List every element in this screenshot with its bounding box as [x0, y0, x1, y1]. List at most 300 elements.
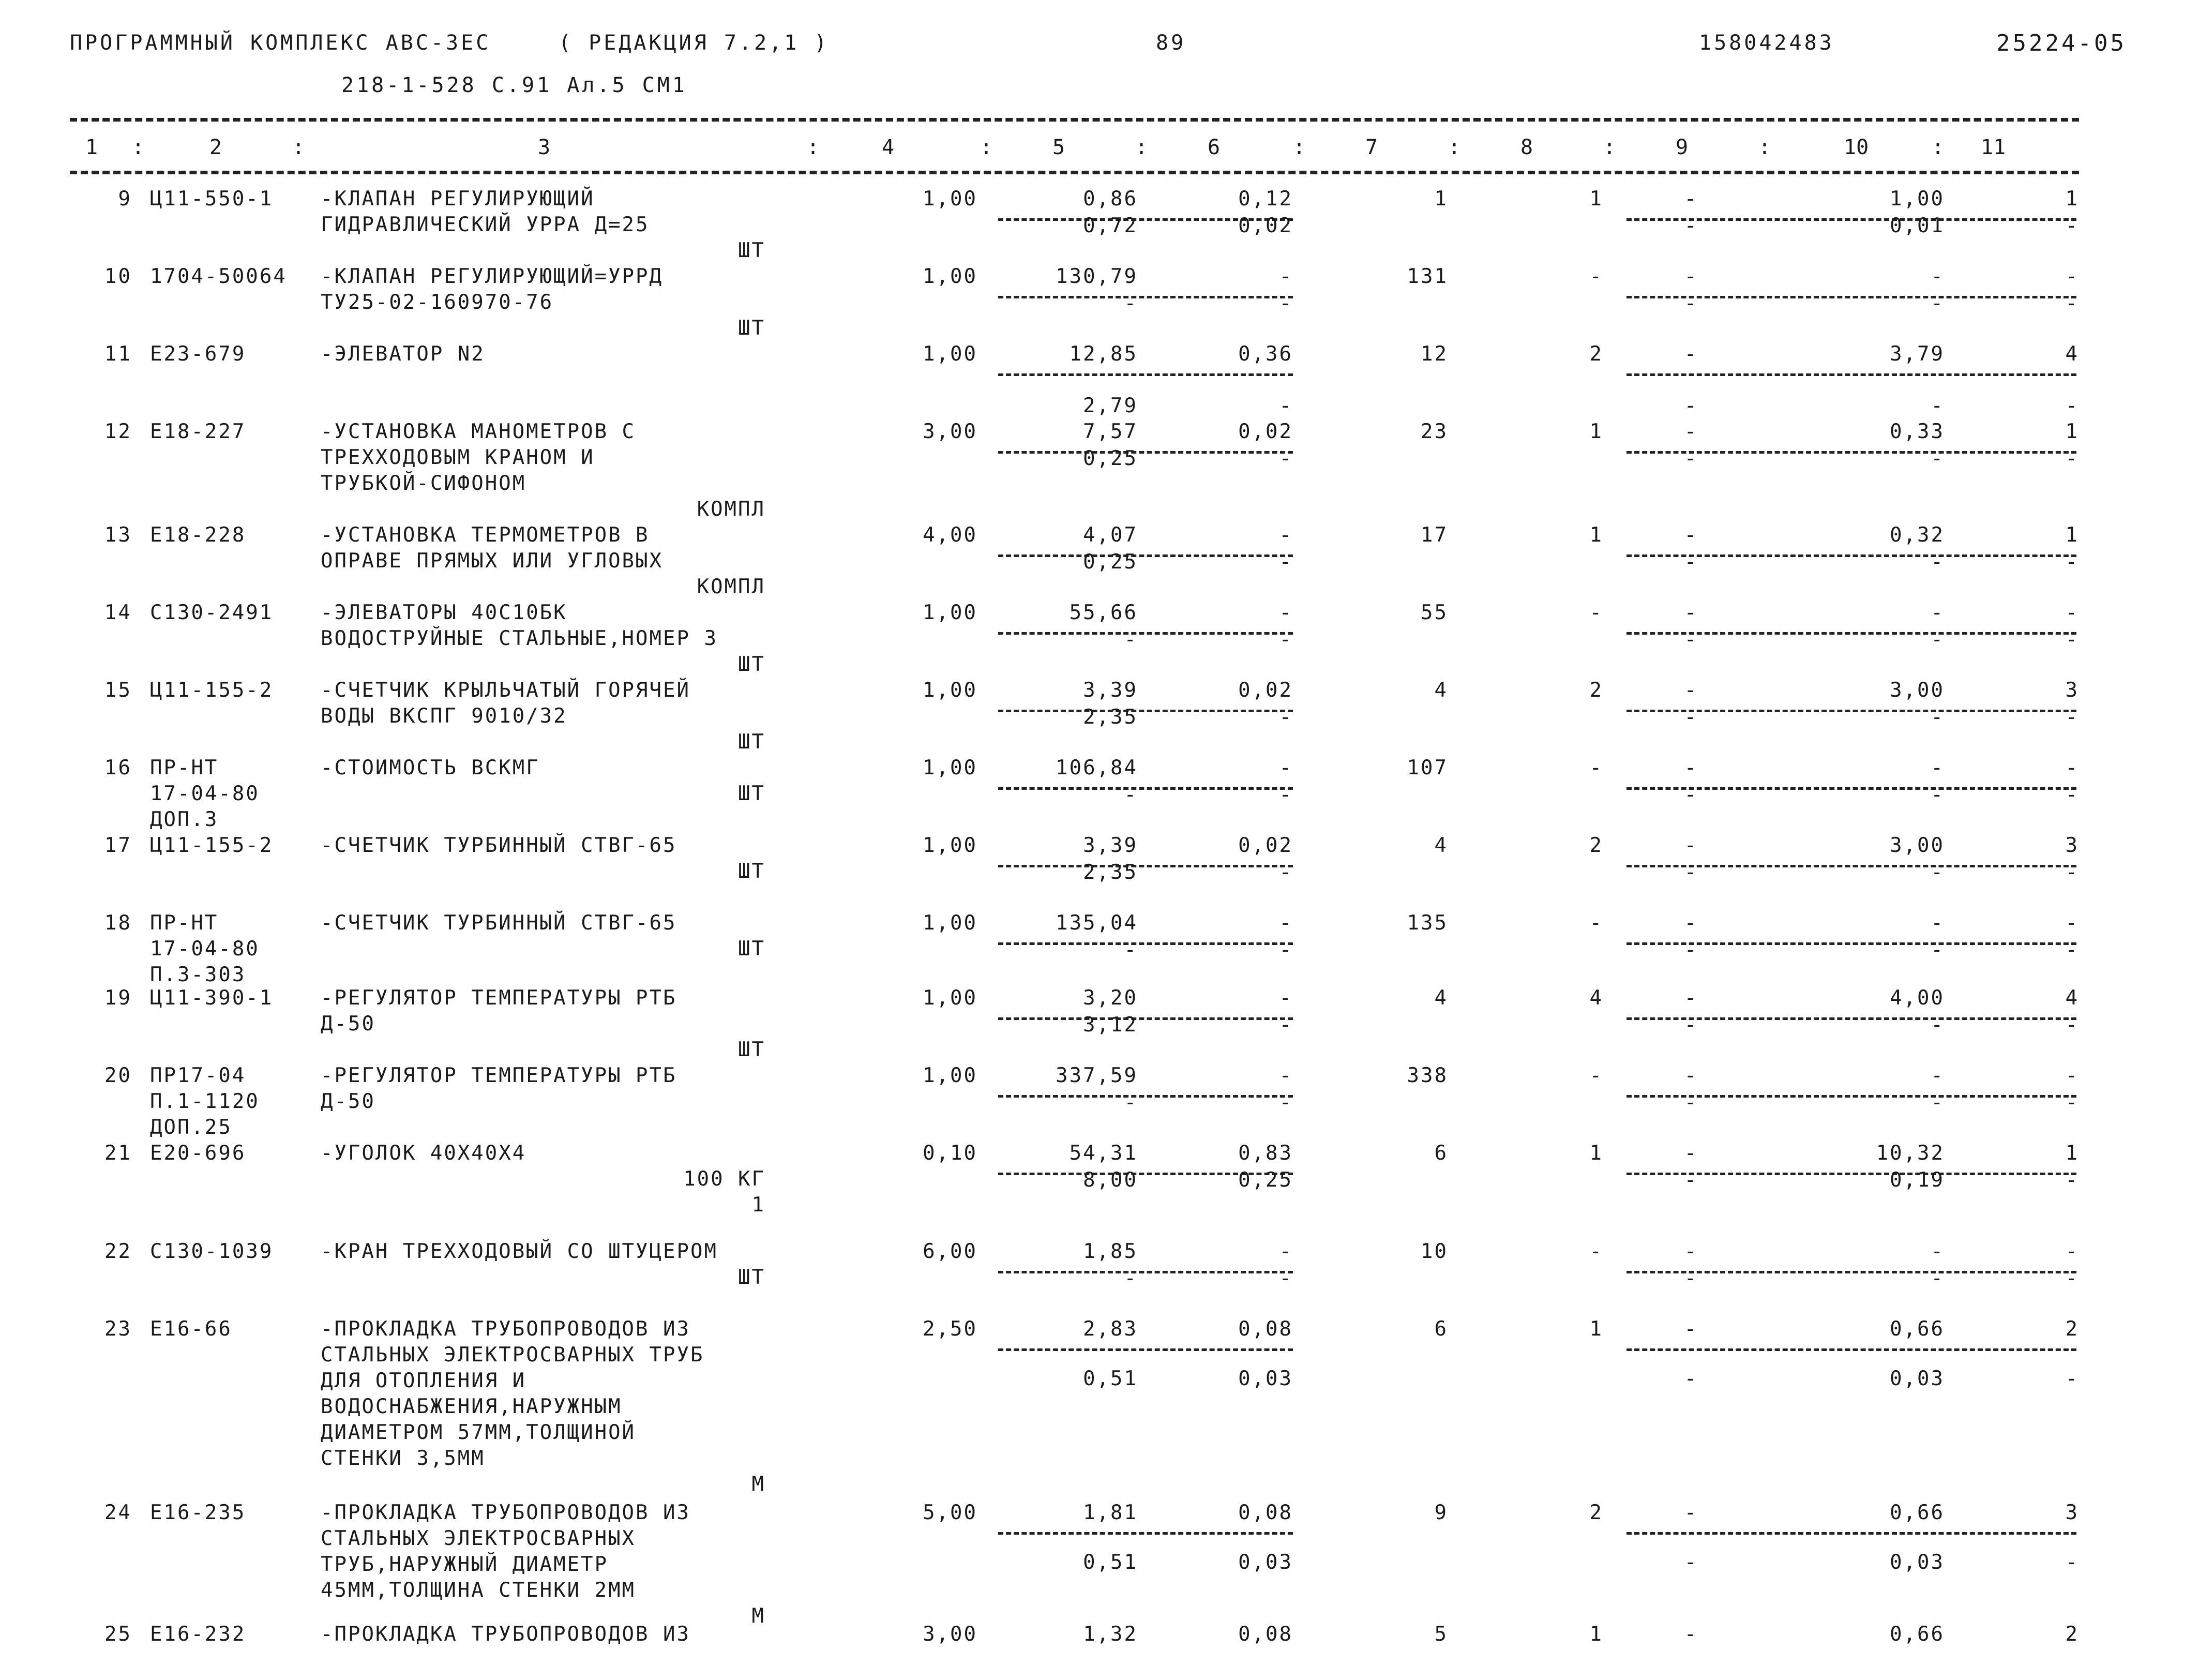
unit-wage: -: [1279, 523, 1293, 547]
unit-label: ШТ: [738, 317, 765, 340]
quantity: 3,00: [923, 420, 977, 443]
column-header-8: 8: [1520, 136, 1533, 159]
unit-cost-sub: 8,00: [1083, 1168, 1138, 1192]
row-number: 17: [104, 834, 132, 857]
unit-wage: -: [1279, 756, 1293, 779]
labor-unit-sub: 0,01: [1890, 214, 1945, 237]
unit-wage: -: [1279, 911, 1293, 935]
total-wage: 1: [1589, 1623, 1603, 1646]
total-wage: 2: [1589, 679, 1603, 702]
resource-name: СТАЛЬНЫХ ЭЛЕКТРОСВАРНЫХ: [321, 1527, 636, 1550]
labor-unit: 0,32: [1890, 523, 1945, 547]
labor-total: 3: [2065, 834, 2079, 857]
labor-unit: -: [1931, 911, 1945, 935]
resource-name: ДЛЯ ОТОПЛЕНИЯ И: [321, 1369, 526, 1392]
machine-cost-sub: -: [1684, 1267, 1698, 1290]
total-cost: 17: [1421, 523, 1448, 547]
labor-total: -: [2065, 756, 2079, 779]
column-header-1: 1: [85, 136, 98, 159]
resource-name: -КЛАПАН РЕГУЛИРУЮЩИЙ: [321, 187, 595, 211]
top-rule: [70, 118, 2079, 122]
resource-code: Е16-66: [150, 1317, 232, 1341]
labor-total: 1: [2065, 523, 2079, 547]
resource-name: Д-50: [321, 1090, 375, 1113]
resource-code: Е20-696: [150, 1142, 246, 1165]
row-number: 20: [104, 1064, 132, 1087]
column-header-11: 11: [1981, 136, 2006, 159]
resource-name: -СТОИМОСТЬ ВСКМГ: [321, 756, 540, 779]
quantity: 1,00: [923, 756, 977, 779]
machine-cost: -: [1684, 834, 1698, 857]
total-cost: 12: [1421, 342, 1448, 366]
unit-cost: 2,83: [1083, 1317, 1138, 1341]
total-cost: 6: [1434, 1142, 1448, 1165]
resource-name: -СЧЕТЧИК КРЫЛЬЧАТЫЙ ГОРЯЧЕЙ: [321, 679, 690, 702]
resource-name: ДИАМЕТРОМ 57ММ,ТОЛЩИНОЙ: [321, 1421, 636, 1444]
labor-unit: 10,32: [1876, 1142, 1945, 1165]
machine-cost: -: [1684, 601, 1698, 624]
total-wage: -: [1589, 1240, 1603, 1263]
row-number: 11: [104, 342, 132, 366]
unit-label: ШТ: [738, 860, 765, 883]
labor-unit-sub: -: [1931, 938, 1945, 962]
labor-unit-sub: -: [1931, 550, 1945, 574]
total-wage: -: [1589, 265, 1603, 288]
labor-total: 3: [2065, 1501, 2079, 1524]
unit-wage: -: [1279, 1064, 1293, 1087]
quantity: 1,00: [923, 1064, 977, 1087]
total-cost: 135: [1407, 911, 1448, 935]
resource-name: ТУ25-02-160970-76: [321, 291, 554, 314]
machine-cost-sub: -: [1684, 861, 1698, 884]
unit-label: ШТ: [738, 1038, 765, 1061]
resource-name: -ЭЛЕВАТОРЫ 40С10БК: [321, 601, 567, 624]
resource-name: ОПРАВЕ ПРЯМЫХ ИЛИ УГЛОВЫХ: [321, 549, 663, 573]
quantity: 6,00: [923, 1240, 977, 1263]
unit-label: ШТ: [738, 937, 765, 961]
unit-cost-sub: 0,72: [1083, 214, 1138, 237]
labor-total-sub: -: [2065, 861, 2079, 884]
column-header-6: 6: [1208, 136, 1221, 159]
labor-total: -: [2065, 265, 2079, 288]
unit-wage: -: [1279, 265, 1293, 288]
document-subtitle: 218-1-528 С.91 Ал.5 СМ1: [341, 73, 687, 97]
header-rule: [70, 171, 2079, 174]
resource-name: ТРУБКОЙ-СИФОНОМ: [321, 472, 526, 495]
unit-cost: 3,39: [1083, 834, 1138, 857]
machine-cost: -: [1684, 187, 1698, 211]
resource-name: -ЭЛЕВАТОР N2: [321, 342, 485, 366]
total-cost: 1: [1434, 187, 1448, 211]
unit-wage-sub: -: [1279, 1013, 1293, 1037]
quantity: 1,00: [923, 911, 977, 935]
subtotal-dash-line: [1626, 373, 2076, 376]
labor-unit: 1,00: [1890, 187, 1945, 211]
row-number: 24: [104, 1501, 132, 1524]
row-number: 25: [104, 1623, 132, 1646]
labor-total-sub: -: [2065, 394, 2079, 417]
unit-wage-sub: -: [1279, 292, 1293, 315]
resource-code: Ц11-155-2: [150, 834, 274, 857]
unit-cost: 1,85: [1083, 1240, 1138, 1263]
resource-name: -КРАН ТРЕХХОДОВЫЙ СО ШТУЦЕРОМ: [321, 1240, 718, 1263]
column-header-9: 9: [1676, 136, 1689, 159]
machine-cost: -: [1684, 342, 1698, 366]
unit-cost-sub: 0,25: [1083, 550, 1138, 574]
row-number: 23: [104, 1317, 132, 1341]
unit-wage-sub: 0,25: [1238, 1168, 1293, 1192]
machine-cost-sub: -: [1684, 1091, 1698, 1114]
quantity: 5,00: [923, 1501, 977, 1524]
quantity: 1,00: [923, 342, 977, 366]
labor-unit: -: [1931, 265, 1945, 288]
unit-wage: 0,02: [1238, 679, 1293, 702]
labor-total-sub: -: [2065, 938, 2079, 962]
total-wage: 1: [1589, 1142, 1603, 1165]
unit-wage: 0,02: [1238, 834, 1293, 857]
resource-code: 17-04-80: [150, 782, 260, 805]
row-number: 10: [104, 265, 132, 288]
labor-unit-sub: -: [1931, 1091, 1945, 1114]
unit-wage: 0,08: [1238, 1501, 1293, 1524]
unit-cost-sub: -: [1124, 1267, 1138, 1290]
unit-cost-sub: -: [1124, 628, 1138, 651]
labor-unit: 0,66: [1890, 1501, 1945, 1524]
unit-cost: 0,86: [1083, 187, 1138, 211]
resource-name: -СЧЕТЧИК ТУРБИННЫЙ СТВГ-65: [321, 911, 677, 935]
unit-wage-sub: -: [1279, 1091, 1293, 1114]
resource-code: ДОП.25: [150, 1116, 232, 1139]
quantity: 1,00: [923, 679, 977, 702]
machine-cost-sub: -: [1684, 214, 1698, 237]
resource-code: Ц11-390-1: [150, 986, 274, 1010]
unit-wage-sub: -: [1279, 938, 1293, 962]
labor-total-sub: -: [2065, 1367, 2079, 1390]
resource-name: -РЕГУЛЯТОР ТЕМПЕРАТУРЫ РТБ: [321, 986, 677, 1010]
unit-wage-sub: 0,02: [1238, 214, 1293, 237]
labor-total: -: [2065, 601, 2079, 624]
labor-total-sub: -: [2065, 1013, 2079, 1037]
row-number: 19: [104, 986, 132, 1010]
machine-cost: -: [1684, 265, 1698, 288]
unit-wage: -: [1279, 601, 1293, 624]
machine-cost-sub: -: [1684, 1013, 1698, 1037]
machine-cost-sub: -: [1684, 1551, 1698, 1574]
row-number: 16: [104, 756, 132, 779]
column-header-4: 4: [882, 136, 895, 159]
quantity: 1,00: [923, 601, 977, 624]
unit-cost-sub: 0,51: [1083, 1367, 1138, 1390]
unit-wage: 0,12: [1238, 187, 1293, 211]
labor-unit: 4,00: [1890, 986, 1945, 1010]
resource-name: -КЛАПАН РЕГУЛИРУЮЩИЙ=УРРД: [321, 265, 663, 288]
labor-unit-sub: -: [1931, 292, 1945, 315]
row-number: 21: [104, 1142, 132, 1165]
machine-cost-sub: -: [1684, 1367, 1698, 1390]
unit-cost-sub: 2,79: [1083, 394, 1138, 417]
unit-label: КОМПЛ: [697, 498, 765, 521]
resource-name: -СЧЕТЧИК ТУРБИННЫЙ СТВГ-65: [321, 834, 677, 857]
resource-name: ГИДРАВЛИЧЕСКИЙ УРРА Д=25: [321, 213, 650, 236]
unit-cost: 3,39: [1083, 679, 1138, 702]
machine-cost: -: [1684, 756, 1698, 779]
column-separator: :: [1293, 136, 1306, 159]
labor-unit-sub: -: [1931, 1267, 1945, 1290]
unit-wage-sub: -: [1279, 550, 1293, 574]
machine-cost: -: [1684, 523, 1698, 547]
quantity: 1,00: [923, 265, 977, 288]
labor-total-sub: -: [2065, 1267, 2079, 1290]
resource-code: ДОП.3: [150, 808, 219, 831]
machine-cost: -: [1684, 1142, 1698, 1165]
column-header-10: 10: [1844, 136, 1869, 159]
labor-total: 4: [2065, 986, 2079, 1010]
resource-code: Ц11-550-1: [150, 187, 274, 211]
column-header-7: 7: [1365, 136, 1378, 159]
labor-unit: 0,66: [1890, 1623, 1945, 1646]
column-separator: :: [1932, 136, 1945, 159]
machine-cost: -: [1684, 1501, 1698, 1524]
total-wage: 2: [1589, 342, 1603, 366]
column-separator: :: [1758, 136, 1771, 159]
unit-cost-sub: -: [1124, 1091, 1138, 1114]
labor-unit: 3,00: [1890, 679, 1945, 702]
unit-label: М: [751, 1604, 765, 1628]
unit-cost: 12,85: [1069, 342, 1138, 366]
machine-cost: -: [1684, 1317, 1698, 1341]
total-cost: 4: [1434, 986, 1448, 1010]
column-separator: :: [292, 136, 305, 159]
resource-code: П.1-1120: [150, 1090, 260, 1113]
unit-wage: 0,08: [1238, 1317, 1293, 1341]
unit-label: ШТ: [738, 653, 765, 676]
row-number: 22: [104, 1240, 132, 1263]
row-number: 15: [104, 679, 132, 702]
machine-cost-sub: -: [1684, 550, 1698, 574]
unit-wage: 0,08: [1238, 1623, 1293, 1646]
total-cost: 9: [1434, 1501, 1448, 1524]
machine-cost: -: [1684, 911, 1698, 935]
total-wage: 1: [1589, 1317, 1603, 1341]
total-cost: 6: [1434, 1317, 1448, 1341]
total-cost: 10: [1421, 1240, 1448, 1263]
unit-cost: 55,66: [1069, 601, 1138, 624]
labor-unit-sub: -: [1931, 1013, 1945, 1037]
labor-total: -: [2065, 1240, 2079, 1263]
total-wage: 2: [1589, 1501, 1603, 1524]
unit-cost: 130,79: [1056, 265, 1138, 288]
unit-cost: 106,84: [1056, 756, 1138, 779]
resource-name: -ПРОКЛАДКА ТРУБОПРОВОДОВ ИЗ: [321, 1623, 690, 1646]
labor-unit: 0,33: [1890, 420, 1945, 443]
program-title: ПРОГРАММНЫЙ КОМПЛЕКС АВС-3ЕС: [70, 31, 491, 55]
resource-name: -ПРОКЛАДКА ТРУБОПРОВОДОВ ИЗ: [321, 1317, 690, 1341]
resource-name: Д-50: [321, 1012, 375, 1036]
labor-unit: -: [1931, 1064, 1945, 1087]
machine-cost-sub: -: [1684, 447, 1698, 470]
resource-name: -УГОЛОК 40Х40Х4: [321, 1142, 526, 1165]
unit-cost-sub: -: [1124, 783, 1138, 806]
unit-label: ШТ: [738, 1266, 765, 1289]
resource-code: С130-1039: [150, 1240, 274, 1263]
labor-total-sub: -: [2065, 706, 2079, 729]
total-cost: 55: [1421, 601, 1448, 624]
labor-unit-sub: 0,03: [1890, 1367, 1945, 1390]
resource-name: ВОДЫ ВКСПГ 9010/32: [321, 704, 567, 728]
unit-cost: 135,04: [1056, 911, 1138, 935]
resource-code: Е16-232: [150, 1623, 246, 1646]
total-wage: -: [1589, 911, 1603, 935]
column-separator: :: [132, 136, 145, 159]
unit-wage: 0,83: [1238, 1142, 1293, 1165]
unit-wage-sub: -: [1279, 783, 1293, 806]
subtotal-dash-line: [998, 373, 1293, 376]
column-header-5: 5: [1052, 136, 1065, 159]
resource-name: СТАЛЬНЫХ ЭЛЕКТРОСВАРНЫХ ТРУБ: [321, 1343, 704, 1367]
total-wage: 1: [1589, 523, 1603, 547]
row-number: 14: [104, 601, 132, 624]
machine-cost: -: [1684, 1623, 1698, 1646]
unit-cost: 1,81: [1083, 1501, 1138, 1524]
total-wage: 2: [1589, 834, 1603, 857]
labor-total: 4: [2065, 342, 2079, 366]
resource-code: П.3-303: [150, 963, 246, 986]
labor-unit-sub: -: [1931, 628, 1945, 651]
resource-code: Е18-228: [150, 523, 246, 547]
row-number: 13: [104, 523, 132, 547]
machine-cost-sub: -: [1684, 292, 1698, 315]
quantity: 0,10: [923, 1142, 977, 1165]
subtotal-dash-line: [998, 1532, 1293, 1535]
column-separator: :: [807, 136, 820, 159]
total-wage: 1: [1589, 187, 1603, 211]
resource-name: -УСТАНОВКА ТЕРМОМЕТРОВ В: [321, 523, 650, 547]
resource-code: ПР-НТ: [150, 911, 219, 935]
labor-unit-sub: -: [1931, 783, 1945, 806]
row-number: 9: [118, 187, 132, 211]
column-separator: :: [1603, 136, 1616, 159]
unit-wage-sub: -: [1279, 861, 1293, 884]
labor-unit-sub: 0,03: [1890, 1551, 1945, 1574]
subtotal-dash-line: [1626, 1532, 2076, 1535]
total-wage: -: [1589, 601, 1603, 624]
labor-unit: 3,00: [1890, 834, 1945, 857]
unit-cost-sub: -: [1124, 292, 1138, 315]
labor-unit-sub: -: [1931, 861, 1945, 884]
resource-code: 17-04-80: [150, 937, 260, 961]
machine-cost-sub: -: [1684, 1168, 1698, 1192]
machine-cost-sub: -: [1684, 706, 1698, 729]
unit-label: ШТ: [738, 782, 765, 805]
unit-cost-sub: 2,35: [1083, 706, 1138, 729]
labor-unit: -: [1931, 756, 1945, 779]
unit-label: 100 КГ: [683, 1167, 765, 1191]
column-header-3: 3: [538, 136, 551, 159]
unit-multiplier: 1: [751, 1193, 765, 1217]
total-cost: 23: [1421, 420, 1448, 443]
machine-cost: -: [1684, 1064, 1698, 1087]
quantity: 2,50: [923, 1317, 977, 1341]
machine-cost-sub: -: [1684, 628, 1698, 651]
row-number: 12: [104, 420, 132, 443]
total-wage: 4: [1589, 986, 1603, 1010]
resource-code: Е23-679: [150, 342, 246, 366]
unit-cost-sub: -: [1124, 938, 1138, 962]
resource-name: ВОДОСТРУЙНЫЕ СТАЛЬНЫЕ,НОМЕР 3: [321, 627, 718, 650]
labor-total-sub: -: [2065, 550, 2079, 574]
resource-code: ПР17-04: [150, 1064, 246, 1087]
machine-cost: -: [1684, 1240, 1698, 1263]
unit-wage: -: [1279, 1240, 1293, 1263]
column-separator: :: [980, 136, 993, 159]
labor-unit-sub: -: [1931, 447, 1945, 470]
labor-total-sub: -: [2065, 447, 2079, 470]
unit-wage-sub: -: [1279, 447, 1293, 470]
total-cost: 5: [1434, 1623, 1448, 1646]
unit-wage-sub: 0,03: [1238, 1551, 1293, 1574]
unit-label: ШТ: [738, 239, 765, 262]
total-cost: 4: [1434, 834, 1448, 857]
sheet-number: 25224-05: [1996, 30, 2127, 56]
labor-total-sub: -: [2065, 292, 2079, 315]
resource-name: 45ММ,ТОЛЩИНА СТЕНКИ 2ММ: [321, 1579, 636, 1602]
resource-code: 1704-50064: [150, 265, 287, 288]
labor-unit: 3,79: [1890, 342, 1945, 366]
labor-total-sub: -: [2065, 1551, 2079, 1574]
unit-cost: 7,57: [1083, 420, 1138, 443]
machine-cost: -: [1684, 420, 1698, 443]
resource-name: ТРУБ,НАРУЖНЫЙ ДИАМЕТР: [321, 1553, 609, 1576]
unit-cost-sub: 0,51: [1083, 1551, 1138, 1574]
resource-code: Е18-227: [150, 420, 246, 443]
column-separator: :: [1135, 136, 1148, 159]
unit-wage: -: [1279, 986, 1293, 1010]
quantity: 1,00: [923, 834, 977, 857]
unit-wage-sub: -: [1279, 706, 1293, 729]
labor-total: -: [2065, 1064, 2079, 1087]
unit-wage: 0,36: [1238, 342, 1293, 366]
labor-total: 1: [2065, 1142, 2079, 1165]
unit-label: ШТ: [738, 730, 765, 754]
machine-cost-sub: -: [1684, 783, 1698, 806]
unit-cost: 337,59: [1056, 1064, 1138, 1087]
total-cost: 4: [1434, 679, 1448, 702]
labor-unit-sub: -: [1931, 394, 1945, 417]
resource-code: Ц11-155-2: [150, 679, 274, 702]
resource-code: Е16-235: [150, 1501, 246, 1524]
unit-cost: 1,32: [1083, 1623, 1138, 1646]
labor-total: 2: [2065, 1317, 2079, 1341]
resource-code: ПР-НТ: [150, 756, 219, 779]
total-cost: 107: [1407, 756, 1448, 779]
labor-total-sub: -: [2065, 628, 2079, 651]
unit-label: М: [751, 1473, 765, 1496]
unit-wage-sub: 0,03: [1238, 1367, 1293, 1390]
labor-total-sub: -: [2065, 214, 2079, 237]
labor-unit-sub: 0,19: [1890, 1168, 1945, 1192]
labor-unit-sub: -: [1931, 706, 1945, 729]
labor-total: 2: [2065, 1623, 2079, 1646]
quantity: 3,00: [923, 1623, 977, 1646]
column-separator: :: [1448, 136, 1461, 159]
unit-cost: 4,07: [1083, 523, 1138, 547]
unit-wage: 0,02: [1238, 420, 1293, 443]
quantity: 4,00: [923, 523, 977, 547]
subtotal-dash-line: [1626, 1348, 2076, 1351]
resource-name: -УСТАНОВКА МАНОМЕТРОВ С: [321, 420, 636, 443]
labor-total: 3: [2065, 679, 2079, 702]
unit-label: КОМПЛ: [697, 575, 765, 598]
